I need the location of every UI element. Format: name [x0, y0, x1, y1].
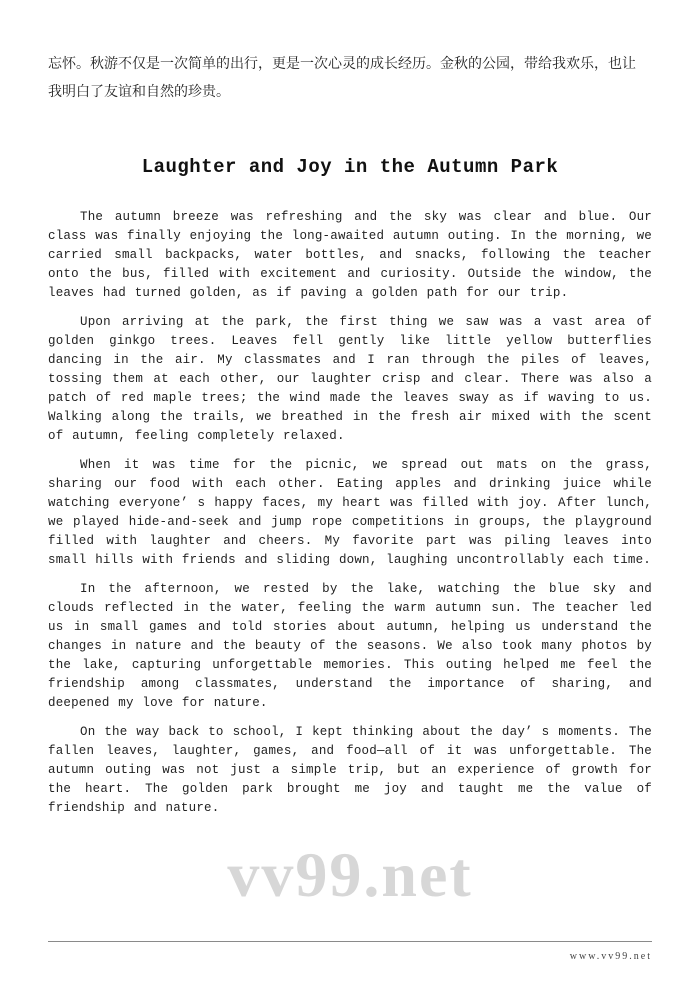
essay-paragraph-5: On the way back to school, I kept thinking about the day’ s moments. The fallen leaves, laughter, games, and food—all of it was unforgettable. The autumn outing was not just a simple trip, but an experience of growth for the heart. The golden park brought me joy and taught me the value of friendship and nature. — [48, 725, 652, 815]
watermark: vv99.net — [227, 839, 473, 910]
chinese-intro-line-2: 我明白了友谊和自然的珍贵。 — [48, 84, 230, 100]
essay-paragraph-4: In the afternoon, we rested by the lake, watching the blue sky and clouds reflected in the water, feeling the warm autumn sun. The teacher led us in small games and told stories about autumn, helping us understand the changes in nature and the beauty of the seasons. We also took many photos by the lake, capturing unforgettable memories. This outing helped me feel the friendship among classmates, understand the importance of sharing, and deepened my love for nature. — [48, 582, 652, 710]
essay-paragraph-3: When it was time for the picnic, we spread out mats on the grass, sharing our food with each other. Eating apples and drinking juice while watching everyone’ s happy faces, my heart was filled with joy. After lunch, we played hide-and-seek and jump rope competitions in groups, the playground filled with laughter and cheers. My favorite part was piling leaves into small hills with friends and sliding down, laughing uncontrollably each time. — [48, 458, 652, 567]
essay-title: Laughter and Joy in the Autumn Park — [141, 156, 559, 178]
essay-paragraph-1: The autumn breeze was refreshing and the sky was clear and blue. Our class was finally enjoying the long-awaited autumn outing. In the morning, we carried small backpacks, water bottles, and snacks, following the teacher onto the bus, filled with excitement and curiosity. Outside the window, the leaves had turned golden, as if paving a golden path for our trip. — [48, 210, 652, 300]
chinese-intro — [48, 50, 652, 106]
chinese-intro-line-1: 忘怀。秋游不仅是一次简单的出行，更是一次心灵的成长经历。金秋的公园，带给我欢乐，也让 — [48, 56, 636, 72]
footer-url: www.vv99.net — [569, 951, 652, 962]
essay-paragraph-2: Upon arriving at the park, the first thing we saw was a vast area of golden ginkgo trees. Leaves fell gently like little yellow butterflies dancing in the air. My classmates and I ran through the piles of leaves, tossing them at each other, our laughter crisp and clear. There was also a patch of red maple trees; the wind made the leaves sway as if waving to us. Walking along the trails, we breathed in the fresh air mixed with the scent of autumn, feeling completely relaxed. — [48, 315, 652, 443]
page-footer — [48, 941, 652, 964]
